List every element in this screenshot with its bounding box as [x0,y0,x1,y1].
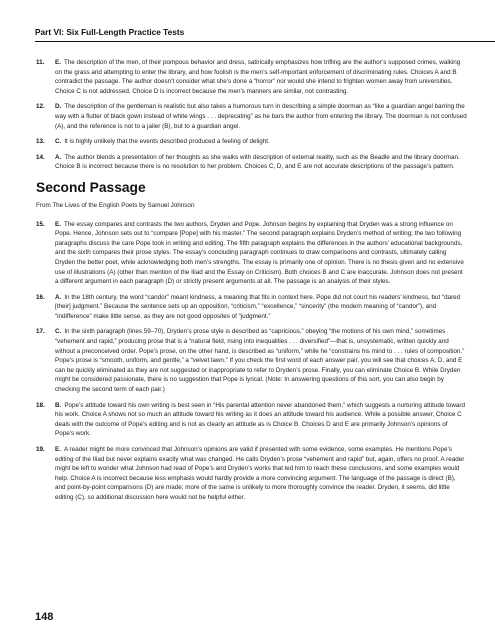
answer-item-16 [36,293,467,322]
answer-letter: E. [55,446,61,453]
answer-item-19 [36,445,467,503]
page-number: 148 [35,611,54,623]
answer-item-11 [36,58,467,96]
answer-item-13 [36,137,467,147]
explanation-text: The essay compares and contrasts the two authors, Dryden and Pope. Johnson begins by explaining that Dryden was a strong influence on Pope. Hence, Johnson sets out to “compare [Pope] with his master.” The second paragraph explains Dryden’s method of writing; the two following paragraphs discuss the care Pope took in writing and editing. The fifth paragraph explains the differences in the authors’ educational backgrounds, and the sixth compares their prose styles. The essay’s concluding paragraph continues to draw comparisons and contrasts, ultimately calling Dryden the better poet, while acknowledging both men’s strengths. The essay is primarily one of opinion. There is no thesis given and no extensive use of illustrations (A) (other than mention of the Iliad and the Essay on Criticism). Both choices B and C are inaccurate. Johnson does not present a different argument in each paragraph (D) or strictly present arguments at all. The passage is an analysis of their styles. [55,220,464,286]
explanation-text: The description of the men, of their pompous behavior and dress, satirically emphasizes how trifling are the author’s supposed crimes, walking on the grass and attempting to enter the library, and how foolish is the men’s self-important enforcement of discriminating rules. Choices A and B contradict the passage. The author doesn’t consider what she’s done a “horror” nor would she intend to frighten women away from universities. Choice C is not addressed. Choice D is incorrect because the men’s manners are similar, not contrasting. [55,59,461,95]
item-number: 18. [36,401,45,409]
item-number: 19. [36,446,45,453]
explanation-text: The description of the gentleman is realistic but also takes a humorous turn in describing a simple doorman as “like a guardian angel barring the way with a flutter of black gown instead of white wings . . . deprecating” as he bars the author from entering the library. The doorman is not confused (A), and the reference is not to a jailer (B), but to a guardian angel. [55,103,467,130]
item-number: 14. [36,153,45,161]
item-explanation [55,293,467,322]
explanation-text: The author blends a presentation of her thoughts as she walks with description of external reality, such as the Beadle and the library doorman. Choice B is incorrect because there is no resolution to her problem. Choices C, D, and E are not accurate descriptions of the passage’s pattern. [55,153,460,171]
explanation-text: It is highly unlikely that the events described produced a feeling of delight. [64,138,270,146]
item-number: 12. [36,103,45,111]
passage-source: From The Lives of the English Poets by Samuel Johnson [36,201,195,209]
explanation-text: A reader might be more convinced that Johnson’s opinions are valid if presented with some evidence, some examples. He mentions Pope’s editing of the Iliad but never explains exactly what was changed. He calls Dryden’s prose “vehement and rapid” but, again, offers no proof. A reader might be left to wonder what Johnson had read of Pope’s and Dryden’s works that led him to reach these conclusions, and some examples would help. Choice A is incorrect because less emphasis would hardly provide a more convincing argument. The language of the passage is direct (B), and point-by-point comparisons (D) are made; more of the same is unlikely to more thoroughly convince the reader. Dryden, it seems, did little editing (C), so additional discussion here would not be helpful either. [55,446,465,501]
item-number: 11. [36,59,45,66]
answer-item-15 [36,220,467,287]
answer-item-17 [36,327,467,394]
answer-letter: B. [55,401,62,409]
explanation-text: Pope’s attitude toward his own writing is best seen in “His parental attention never abandoned them,” which suggests a nurturing attitude toward his work. Choice A shows not so much an attitude toward his writing as it does an attitude toward his audience. While a possible answer, Choice C deals with the outcome of Pope’s editing and is not as clearly an attitude as is Choice B. Choices D and E are primarily Johnson’s opinions of Pope’s work. [55,401,465,438]
item-explanation [55,401,467,439]
answer-item-12 [36,102,467,131]
header-rule [35,41,495,42]
item-number: 15. [36,220,45,228]
item-number: 17. [36,328,45,336]
answer-letter: D. [55,103,62,111]
answer-letter: A. [55,153,62,161]
answer-item-18 [36,401,467,439]
explanation-text: In the 18th century, the word “candor” meant kindness, a meaning that fits in context here. Pope did not court his readers’ kindness, but “dared [their] judgment.” Because the sentence sets up an opposition, “criticism,” “excellence,” “sincerity” (the modern meaning of “candor”), and “indifference” make little sense, as they are not good opposites of “judgment.” [55,293,461,320]
item-number: 16. [36,293,45,301]
answer-letter: A. [55,293,62,301]
page-content [36,58,467,509]
answer-letter: E. [55,220,61,228]
item-explanation [55,327,467,394]
section-heading: Second Passage [36,179,146,195]
answer-letter: E. [55,59,61,66]
item-explanation [55,58,467,96]
item-explanation [55,220,467,287]
answer-item-14 [36,153,467,172]
item-explanation [55,102,467,131]
running-header: Part VI: Six Full-Length Practice Tests [35,27,185,37]
item-explanation [55,153,467,172]
item-explanation [55,137,467,147]
answer-letter: C. [55,328,62,336]
answer-letter: C. [55,138,62,146]
item-explanation [55,445,467,503]
item-number: 13. [36,138,45,146]
explanation-text: In the sixth paragraph (lines 59–70), Dryden’s prose style is described as “capricious,” obeying “the motions of his own mind,” sometimes “vehement and rapid,” producing prose that is a “natural field, rising into inequalities . . . diversified”—that is, unsystematic, written quickly and without a preconceived order. Pope’s prose, on the other hand, is described as “uniform,” while he “constrains his mind to . . . rules of composition.” Pope’s prose is “smooth, uniform, and gentle,” a “velvet lawn.” If you check the first word of each answer pair, you will see that choices A, D, and E can be quickly eliminated as they are not suggested or inappropriate to refer to Dryden’s prose. Finally, you can eliminate Choice B. While Dryden might be considered passionate, there is no suggestion that Pope is lyrical. (Note: In answering questions of this sort, you can also begin by checking the second term of each pair.) [55,328,465,394]
